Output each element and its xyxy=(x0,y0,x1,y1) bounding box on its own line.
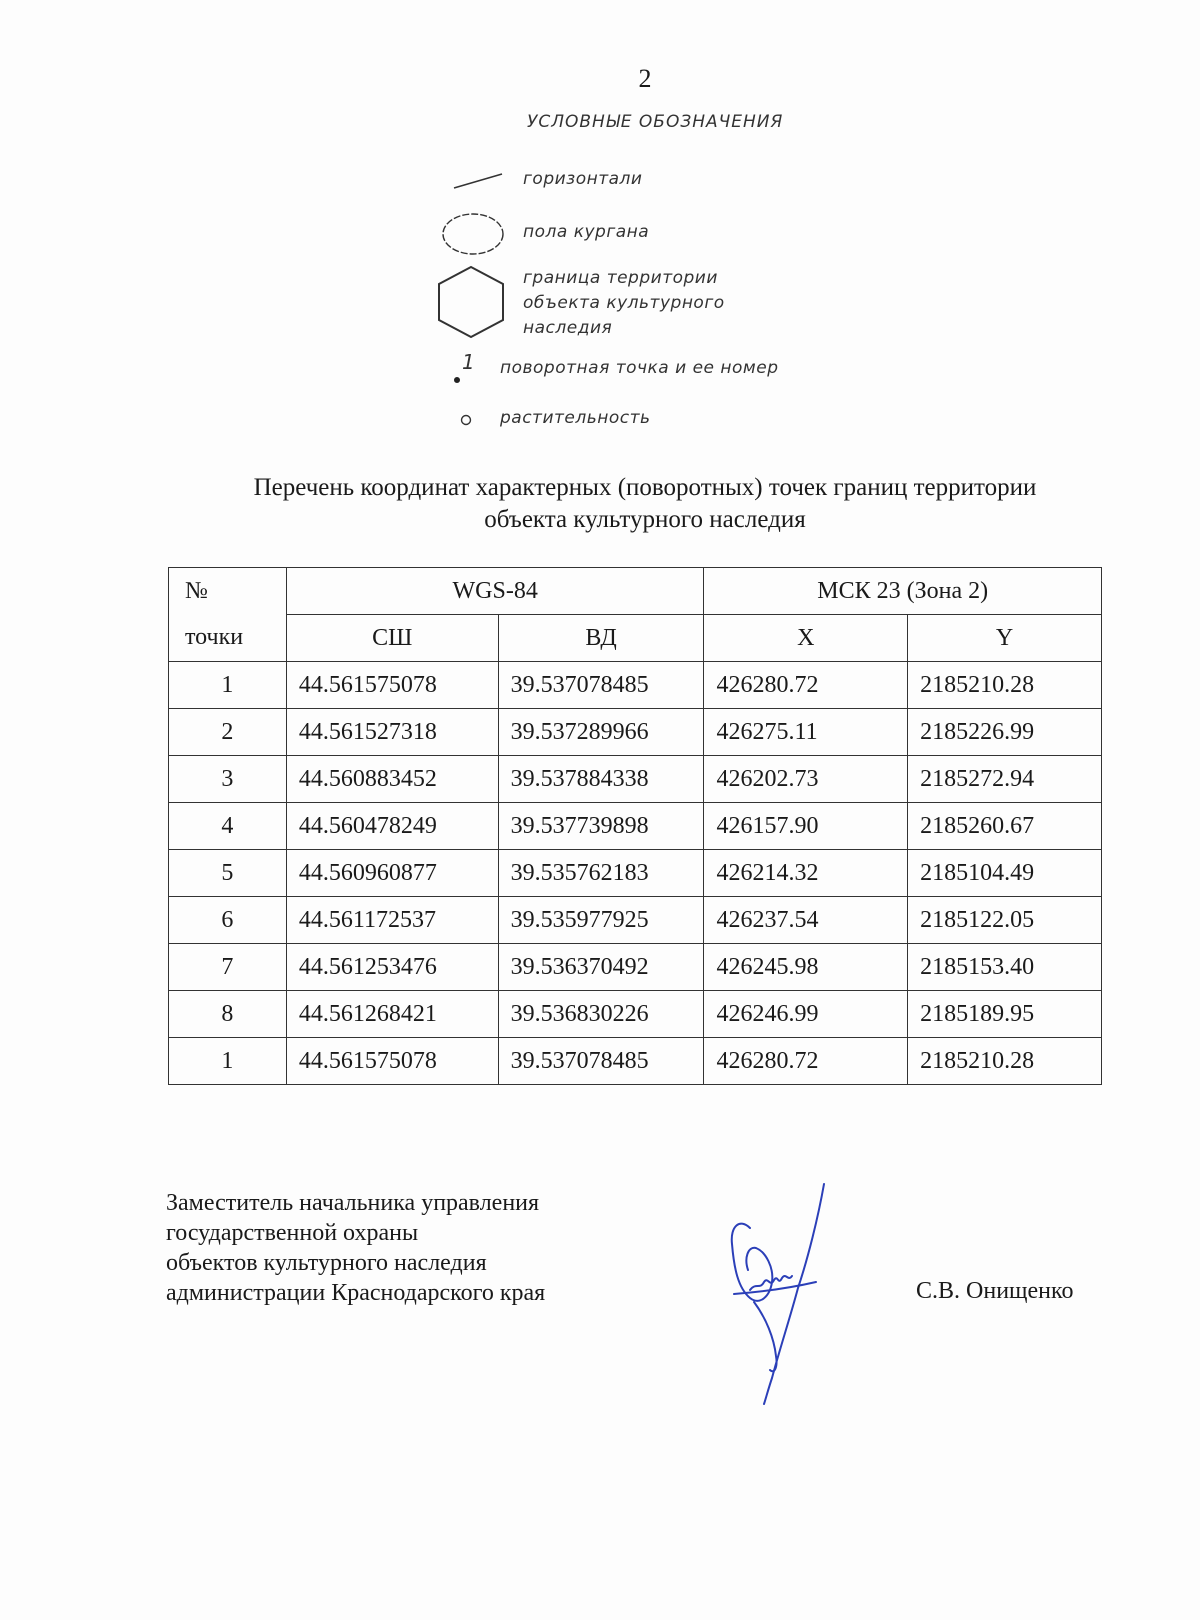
x-coordinate-cell: 426275.11 xyxy=(704,709,908,756)
handwritten-signature xyxy=(720,1178,840,1408)
turning-point-icon xyxy=(452,350,482,386)
longitude-cell: 39.537289966 xyxy=(498,709,704,756)
legend-item-boundary xyxy=(523,266,725,341)
y-coordinate-cell: 2185210.28 xyxy=(908,1038,1102,1085)
point-number-cell: 5 xyxy=(169,850,287,897)
x-coordinate-cell: 426280.72 xyxy=(704,1038,908,1085)
y-coordinate-cell: 2185226.99 xyxy=(908,709,1102,756)
coordinates-table xyxy=(168,567,1102,1085)
y-coordinate-cell: 2185104.49 xyxy=(908,850,1102,897)
latitude-cell: 44.561268421 xyxy=(286,991,498,1038)
signer-position-line-2: государственной охраны xyxy=(166,1220,419,1246)
page-number: 2 xyxy=(638,64,652,93)
legend-boundary-line-1: граница территории xyxy=(523,268,718,288)
vegetation-circle-icon xyxy=(459,413,473,427)
point-number-cell: 3 xyxy=(169,756,287,803)
table-header-row-1 xyxy=(169,568,1102,615)
table-header-row-2 xyxy=(169,615,1102,662)
header-number-sign: № xyxy=(169,568,287,615)
y-coordinate-cell: 2185260.67 xyxy=(908,803,1102,850)
point-number-cell: 8 xyxy=(169,991,287,1038)
legend-item-contours: горизонтали xyxy=(523,169,643,189)
legend-item-vegetation: растительность xyxy=(500,408,651,428)
header-latitude: СШ xyxy=(286,615,498,662)
y-coordinate-cell: 2185189.95 xyxy=(908,991,1102,1038)
header-wgs84: WGS-84 xyxy=(286,568,704,615)
table-row xyxy=(169,897,1102,944)
x-coordinate-cell: 426246.99 xyxy=(704,991,908,1038)
x-coordinate-cell: 426214.32 xyxy=(704,850,908,897)
y-coordinate-cell: 2185153.40 xyxy=(908,944,1102,991)
signer-position xyxy=(166,1188,545,1308)
longitude-cell: 39.537078485 xyxy=(498,1038,704,1085)
table-row xyxy=(169,709,1102,756)
y-coordinate-cell: 2185122.05 xyxy=(908,897,1102,944)
table-row xyxy=(169,756,1102,803)
header-msk23: МСК 23 (Зона 2) xyxy=(704,568,1102,615)
barrow-ellipse-icon xyxy=(440,210,506,258)
header-point-label: точки xyxy=(169,615,287,662)
longitude-cell: 39.535762183 xyxy=(498,850,704,897)
table-row xyxy=(169,1038,1102,1085)
latitude-cell: 44.561527318 xyxy=(286,709,498,756)
legend-boundary-line-3: наследия xyxy=(523,318,613,338)
x-coordinate-cell: 426280.72 xyxy=(704,662,908,709)
legend-boundary-line-2: объекта культурного xyxy=(523,293,725,313)
longitude-cell: 39.537078485 xyxy=(498,662,704,709)
coordinates-table-body xyxy=(169,662,1102,1085)
latitude-cell: 44.560883452 xyxy=(286,756,498,803)
signer-position-line-3: объектов культурного наследия xyxy=(166,1250,487,1276)
point-number-cell: 6 xyxy=(169,897,287,944)
hexagon-boundary-icon xyxy=(435,264,507,340)
longitude-cell: 39.535977925 xyxy=(498,897,704,944)
signer-position-line-4: администрации Краснодарского края xyxy=(166,1280,546,1306)
point-number-cell: 1 xyxy=(169,1038,287,1085)
signer-position-line-1: Заместитель начальника управления xyxy=(166,1190,540,1216)
document-title-line-2: объекта культурного наследия xyxy=(484,506,806,533)
header-y: Y xyxy=(908,615,1102,662)
header-x: X xyxy=(704,615,908,662)
latitude-cell: 44.561575078 xyxy=(286,1038,498,1085)
table-row xyxy=(169,944,1102,991)
x-coordinate-cell: 426245.98 xyxy=(704,944,908,991)
y-coordinate-cell: 2185272.94 xyxy=(908,756,1102,803)
table-row xyxy=(169,662,1102,709)
latitude-cell: 44.561172537 xyxy=(286,897,498,944)
turning-point-marker: 1 xyxy=(462,350,475,374)
table-row xyxy=(169,850,1102,897)
document-title xyxy=(140,472,1150,536)
latitude-cell: 44.561253476 xyxy=(286,944,498,991)
y-coordinate-cell: 2185210.28 xyxy=(908,662,1102,709)
signer-name: С.В. Онищенко xyxy=(916,1278,1074,1304)
legend-item-turning-point: поворотная точка и ее номер xyxy=(500,358,779,378)
document-title-line-1: Перечень координат характерных (поворотных) точек границ территории xyxy=(253,474,1037,501)
point-number-cell: 2 xyxy=(169,709,287,756)
latitude-cell: 44.561575078 xyxy=(286,662,498,709)
table-row xyxy=(169,991,1102,1038)
legend-item-barrow: пола кургана xyxy=(523,222,650,242)
header-longitude: ВД xyxy=(498,615,704,662)
point-number-cell: 1 xyxy=(169,662,287,709)
latitude-cell: 44.560478249 xyxy=(286,803,498,850)
contour-line-icon xyxy=(452,170,504,192)
longitude-cell: 39.537739898 xyxy=(498,803,704,850)
point-number-cell: 4 xyxy=(169,803,287,850)
point-number-cell: 7 xyxy=(169,944,287,991)
x-coordinate-cell: 426237.54 xyxy=(704,897,908,944)
legend-title: УСЛОВНЫЕ ОБОЗНАЧЕНИЯ xyxy=(527,112,784,132)
latitude-cell: 44.560960877 xyxy=(286,850,498,897)
longitude-cell: 39.536370492 xyxy=(498,944,704,991)
turning-point-dot xyxy=(454,377,460,383)
table-row xyxy=(169,803,1102,850)
longitude-cell: 39.536830226 xyxy=(498,991,704,1038)
x-coordinate-cell: 426157.90 xyxy=(704,803,908,850)
longitude-cell: 39.537884338 xyxy=(498,756,704,803)
x-coordinate-cell: 426202.73 xyxy=(704,756,908,803)
